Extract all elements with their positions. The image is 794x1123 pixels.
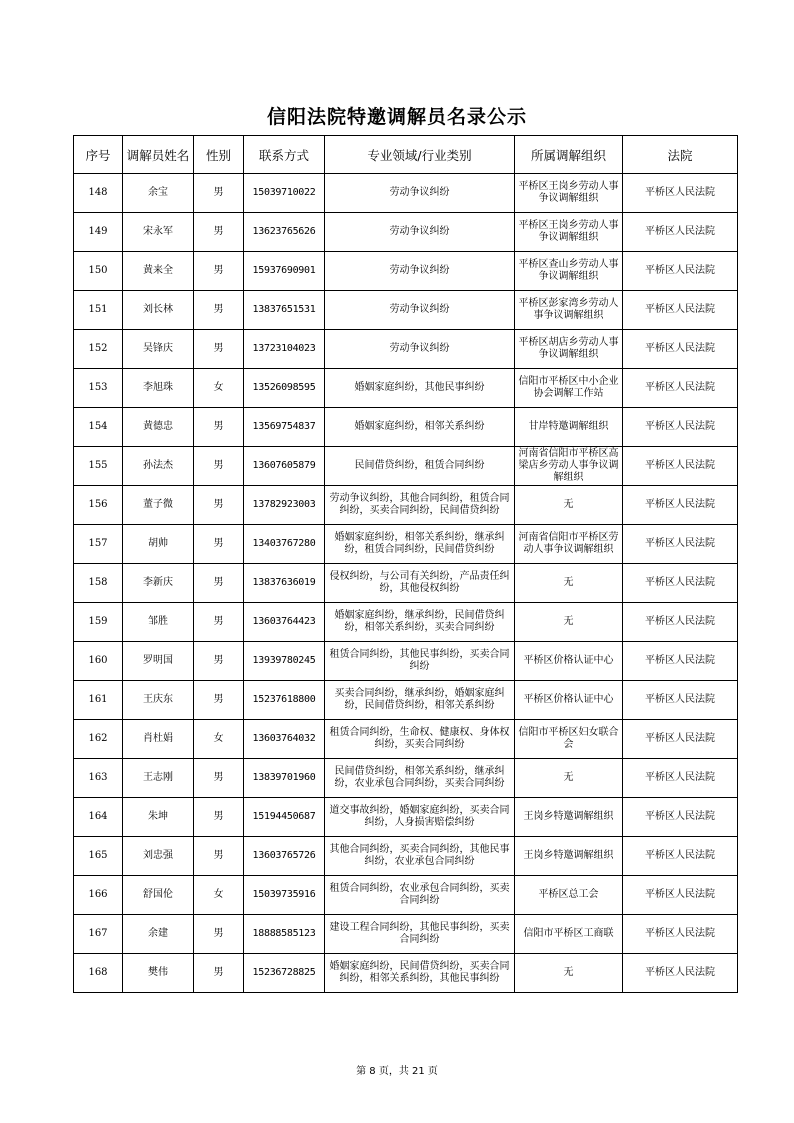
court-name: 平桥区人民法院 [623, 447, 738, 486]
row-number: 149 [74, 213, 123, 252]
court-name: 平桥区人民法院 [623, 291, 738, 330]
gender: 男 [194, 447, 244, 486]
phone-number: 13939780245 [244, 642, 325, 681]
mediation-organization: 无 [515, 603, 623, 642]
header-no: 序号 [74, 136, 123, 174]
table-row [74, 408, 738, 447]
mediator-name: 李新庆 [123, 564, 194, 603]
court-name: 平桥区人民法院 [623, 252, 738, 291]
court-name: 平桥区人民法院 [623, 681, 738, 720]
row-number: 157 [74, 525, 123, 564]
page-footer: 第 8 页，共 21 页 [356, 1066, 438, 1077]
court-name: 平桥区人民法院 [623, 486, 738, 525]
specialty-field: 劳动争议纠纷 [325, 252, 515, 291]
table-row [74, 876, 738, 915]
court-name: 平桥区人民法院 [623, 408, 738, 447]
court-name: 平桥区人民法院 [623, 876, 738, 915]
court-name: 平桥区人民法院 [623, 837, 738, 876]
mediation-organization: 平桥区王岗乡劳动人事争议调解组织 [515, 213, 623, 252]
specialty-field: 建设工程合同纠纷，其他民事纠纷，买卖合同纠纷 [325, 915, 515, 954]
court-name: 平桥区人民法院 [623, 642, 738, 681]
table-row [74, 174, 738, 213]
table-row [74, 759, 738, 798]
row-number: 155 [74, 447, 123, 486]
mediator-name: 黄来全 [123, 252, 194, 291]
table-row [74, 369, 738, 408]
specialty-field: 租赁合同纠纷，生命权、健康权、身体权纠纷，买卖合同纠纷 [325, 720, 515, 759]
table-row [74, 954, 738, 993]
specialty-field: 婚姻家庭纠纷，相邻关系纠纷 [325, 408, 515, 447]
mediator-name: 樊伟 [123, 954, 194, 993]
mediation-organization: 无 [515, 486, 623, 525]
header-gender: 性别 [194, 136, 244, 174]
table-header-row [74, 136, 738, 174]
mediator-name: 王庆东 [123, 681, 194, 720]
phone-number: 13723104023 [244, 330, 325, 369]
table-row [74, 330, 738, 369]
gender: 男 [194, 564, 244, 603]
mediation-organization: 平桥区王岗乡劳动人事争议调解组织 [515, 174, 623, 213]
specialty-field: 劳动争议纠纷 [325, 213, 515, 252]
table-row [74, 447, 738, 486]
gender: 男 [194, 759, 244, 798]
phone-number: 13526098595 [244, 369, 325, 408]
phone-number: 13603764423 [244, 603, 325, 642]
table-row [74, 213, 738, 252]
table-row [74, 642, 738, 681]
mediation-organization: 信阳市平桥区妇女联合会 [515, 720, 623, 759]
court-name: 平桥区人民法院 [623, 369, 738, 408]
table-row [74, 798, 738, 837]
gender: 男 [194, 837, 244, 876]
phone-number: 15039710022 [244, 174, 325, 213]
mediator-name: 李旭珠 [123, 369, 194, 408]
mediation-organization: 平桥区查山乡劳动人事争议调解组织 [515, 252, 623, 291]
gender: 男 [194, 525, 244, 564]
row-number: 158 [74, 564, 123, 603]
mediator-name: 王志刚 [123, 759, 194, 798]
mediator-name: 吴锋庆 [123, 330, 194, 369]
phone-number: 13569754837 [244, 408, 325, 447]
header-field: 专业领域/行业类别 [325, 136, 515, 174]
specialty-field: 租赁合同纠纷，农业承包合同纠纷，买卖合同纠纷 [325, 876, 515, 915]
specialty-field: 劳动争议纠纷 [325, 330, 515, 369]
phone-number: 15237618800 [244, 681, 325, 720]
mediation-organization: 平桥区价格认证中心 [515, 642, 623, 681]
mediation-organization: 平桥区胡店乡劳动人事争议调解组织 [515, 330, 623, 369]
specialty-field: 道交事故纠纷，婚姻家庭纠纷，买卖合同纠纷，人身损害赔偿纠纷 [325, 798, 515, 837]
table-row [74, 915, 738, 954]
phone-number: 13837651531 [244, 291, 325, 330]
phone-number: 15236728825 [244, 954, 325, 993]
row-number: 156 [74, 486, 123, 525]
header-phone: 联系方式 [244, 136, 325, 174]
mediator-name: 罗明国 [123, 642, 194, 681]
mediation-organization: 平桥区总工会 [515, 876, 623, 915]
specialty-field: 买卖合同纠纷，继承纠纷，婚姻家庭纠纷，民间借贷纠纷，相邻关系纠纷 [325, 681, 515, 720]
table-row [74, 291, 738, 330]
specialty-field: 婚姻家庭纠纷，其他民事纠纷 [325, 369, 515, 408]
mediation-organization: 无 [515, 954, 623, 993]
gender: 男 [194, 174, 244, 213]
row-number: 165 [74, 837, 123, 876]
table-row [74, 486, 738, 525]
mediation-organization: 王岗乡特邀调解组织 [515, 798, 623, 837]
header-name: 调解员姓名 [123, 136, 194, 174]
mediation-organization: 平桥区彭家湾乡劳动人事争议调解组织 [515, 291, 623, 330]
specialty-field: 民间借贷纠纷，租赁合同纠纷 [325, 447, 515, 486]
gender: 男 [194, 681, 244, 720]
court-name: 平桥区人民法院 [623, 915, 738, 954]
table-row [74, 564, 738, 603]
mediator-name: 刘忠强 [123, 837, 194, 876]
specialty-field: 其他合同纠纷，买卖合同纠纷，其他民事纠纷，农业承包合同纠纷 [325, 837, 515, 876]
gender: 女 [194, 369, 244, 408]
phone-number: 15194450687 [244, 798, 325, 837]
phone-number: 15039735916 [244, 876, 325, 915]
mediation-organization: 河南省信阳市平桥区劳动人事争议调解组织 [515, 525, 623, 564]
row-number: 168 [74, 954, 123, 993]
specialty-field: 民间借贷纠纷，相邻关系纠纷，继承纠纷，农业承包合同纠纷，买卖合同纠纷 [325, 759, 515, 798]
court-name: 平桥区人民法院 [623, 603, 738, 642]
mediator-name: 孙法杰 [123, 447, 194, 486]
court-name: 平桥区人民法院 [623, 564, 738, 603]
phone-number: 13839701960 [244, 759, 325, 798]
court-name: 平桥区人民法院 [623, 174, 738, 213]
document-title: 信阳法院特邀调解员名录公示 [266, 106, 527, 128]
phone-number: 13403767280 [244, 525, 325, 564]
gender: 男 [194, 954, 244, 993]
mediation-organization: 信阳市平桥区中小企业协会调解工作站 [515, 369, 623, 408]
gender: 男 [194, 486, 244, 525]
row-number: 150 [74, 252, 123, 291]
specialty-field: 婚姻家庭纠纷，相邻关系纠纷，继承纠纷，租赁合同纠纷，民间借贷纠纷 [325, 525, 515, 564]
row-number: 160 [74, 642, 123, 681]
header-org: 所属调解组织 [515, 136, 623, 174]
mediator-name: 邹胜 [123, 603, 194, 642]
row-number: 167 [74, 915, 123, 954]
court-name: 平桥区人民法院 [623, 798, 738, 837]
gender: 男 [194, 915, 244, 954]
row-number: 153 [74, 369, 123, 408]
mediator-name: 舒国伦 [123, 876, 194, 915]
table-row [74, 837, 738, 876]
gender: 男 [194, 330, 244, 369]
table-row [74, 720, 738, 759]
specialty-field: 婚姻家庭纠纷，继承纠纷，民间借贷纠纷，相邻关系纠纷，买卖合同纠纷 [325, 603, 515, 642]
mediator-name: 胡帅 [123, 525, 194, 564]
specialty-field: 劳动争议纠纷 [325, 291, 515, 330]
gender: 男 [194, 642, 244, 681]
mediator-name: 肖杜娟 [123, 720, 194, 759]
row-number: 166 [74, 876, 123, 915]
court-name: 平桥区人民法院 [623, 213, 738, 252]
mediator-name: 余建 [123, 915, 194, 954]
mediation-organization: 王岗乡特邀调解组织 [515, 837, 623, 876]
phone-number: 13603765726 [244, 837, 325, 876]
gender: 男 [194, 291, 244, 330]
phone-number: 13837636019 [244, 564, 325, 603]
court-name: 平桥区人民法院 [623, 720, 738, 759]
gender: 女 [194, 720, 244, 759]
court-name: 平桥区人民法院 [623, 954, 738, 993]
court-name: 平桥区人民法院 [623, 330, 738, 369]
row-number: 164 [74, 798, 123, 837]
specialty-field: 租赁合同纠纷，其他民事纠纷，买卖合同纠纷 [325, 642, 515, 681]
table-row [74, 603, 738, 642]
row-number: 148 [74, 174, 123, 213]
mediation-organization: 平桥区价格认证中心 [515, 681, 623, 720]
specialty-field: 劳动争议纠纷 [325, 174, 515, 213]
row-number: 161 [74, 681, 123, 720]
row-number: 159 [74, 603, 123, 642]
gender: 男 [194, 252, 244, 291]
mediator-name: 刘长林 [123, 291, 194, 330]
gender: 男 [194, 603, 244, 642]
mediation-organization: 河南省信阳市平桥区高梁店乡劳动人事争议调解组织 [515, 447, 623, 486]
court-name: 平桥区人民法院 [623, 525, 738, 564]
phone-number: 13623765626 [244, 213, 325, 252]
phone-number: 13607605879 [244, 447, 325, 486]
row-number: 152 [74, 330, 123, 369]
gender: 男 [194, 798, 244, 837]
row-number: 163 [74, 759, 123, 798]
row-number: 151 [74, 291, 123, 330]
mediator-name: 宋永军 [123, 213, 194, 252]
mediator-name: 董子微 [123, 486, 194, 525]
specialty-field: 婚姻家庭纠纷，民间借贷纠纷，买卖合同纠纷，相邻关系纠纷，其他民事纠纷 [325, 954, 515, 993]
row-number: 154 [74, 408, 123, 447]
table-row [74, 525, 738, 564]
gender: 男 [194, 408, 244, 447]
specialty-field: 劳动争议纠纷，其他合同纠纷，租赁合同纠纷，买卖合同纠纷，民间借贷纠纷 [325, 486, 515, 525]
court-name: 平桥区人民法院 [623, 759, 738, 798]
mediation-organization: 无 [515, 759, 623, 798]
table-row [74, 252, 738, 291]
mediator-name: 余宝 [123, 174, 194, 213]
mediator-name: 朱坤 [123, 798, 194, 837]
phone-number: 13782923003 [244, 486, 325, 525]
header-court: 法院 [623, 136, 738, 174]
mediator-name: 黄德忠 [123, 408, 194, 447]
specialty-field: 侵权纠纷，与公司有关纠纷，产品责任纠纷，其他侵权纠纷 [325, 564, 515, 603]
mediation-organization: 无 [515, 564, 623, 603]
row-number: 162 [74, 720, 123, 759]
gender: 男 [194, 213, 244, 252]
table-row [74, 681, 738, 720]
mediation-organization: 信阳市平桥区工商联 [515, 915, 623, 954]
phone-number: 13603764032 [244, 720, 325, 759]
phone-number: 15937690901 [244, 252, 325, 291]
mediation-organization: 甘岸特邀调解组织 [515, 408, 623, 447]
mediator-table [73, 135, 738, 993]
gender: 女 [194, 876, 244, 915]
phone-number: 18888585123 [244, 915, 325, 954]
